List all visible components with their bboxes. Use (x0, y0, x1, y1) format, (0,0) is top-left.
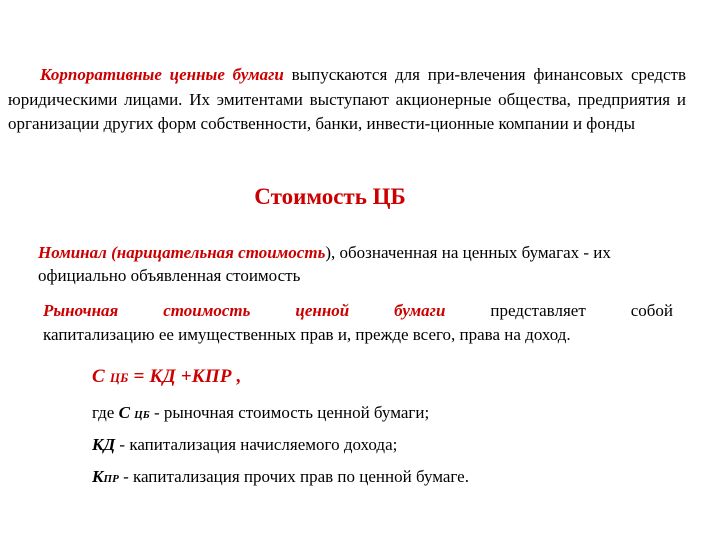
formula-c: С (92, 366, 105, 387)
market-line-1 (43, 299, 673, 323)
definition-kd (92, 435, 397, 455)
nominal-paragraph (38, 241, 684, 287)
formula-eq: = (128, 366, 150, 387)
definition-symbol: К (92, 467, 104, 486)
market-line-2: капитализацию ее имущественных прав и, прежде всего, права на доход. (43, 325, 571, 344)
market-term: Рыночная стоимость ценной бумаги (43, 301, 446, 320)
definition-symbol-sub: ЦБ (134, 409, 150, 421)
formula-c-sub: ЦБ (109, 370, 129, 385)
formula-plus: + (175, 366, 192, 387)
definition-c (92, 403, 429, 423)
definition-symbol-sub: ПР (103, 473, 119, 485)
market-text-1: представляет собой (445, 301, 673, 320)
nominal-text: ), обозначенная на ценных бумагах - их официально объявленная стоимость (38, 243, 611, 285)
formula-kd: КД (149, 366, 176, 387)
market-paragraph (43, 299, 673, 347)
value-formula (92, 366, 242, 388)
nominal-term: Номинал (нарицательная стоимость (38, 243, 326, 262)
slide-title: Стоимость ЦБ (254, 184, 406, 209)
definition-text: - капитализация прочих прав по ценной бумаге. (118, 467, 469, 486)
definition-prefix: где (92, 403, 119, 422)
definition-kpr (92, 467, 469, 487)
definition-symbol: КД (92, 435, 116, 454)
formula-kpr: КПР (191, 366, 232, 387)
definition-text: - капитализация начисляемого дохода; (115, 435, 398, 454)
definition-text: - рыночная стоимость ценной бумаги; (149, 403, 430, 422)
formula-comma: , (231, 366, 242, 387)
intro-paragraph (8, 63, 686, 137)
definition-symbol: С (118, 403, 130, 422)
intro-term: Корпоративные ценные бумаги (40, 65, 284, 84)
intro-text: выпускаются для при-влечения финансовых средств юридическими лицами. Их эмитентами выступают акционерные общества, предприятия и организации других форм собственности, банки, инвести-ционные компании и фонды (8, 65, 686, 133)
